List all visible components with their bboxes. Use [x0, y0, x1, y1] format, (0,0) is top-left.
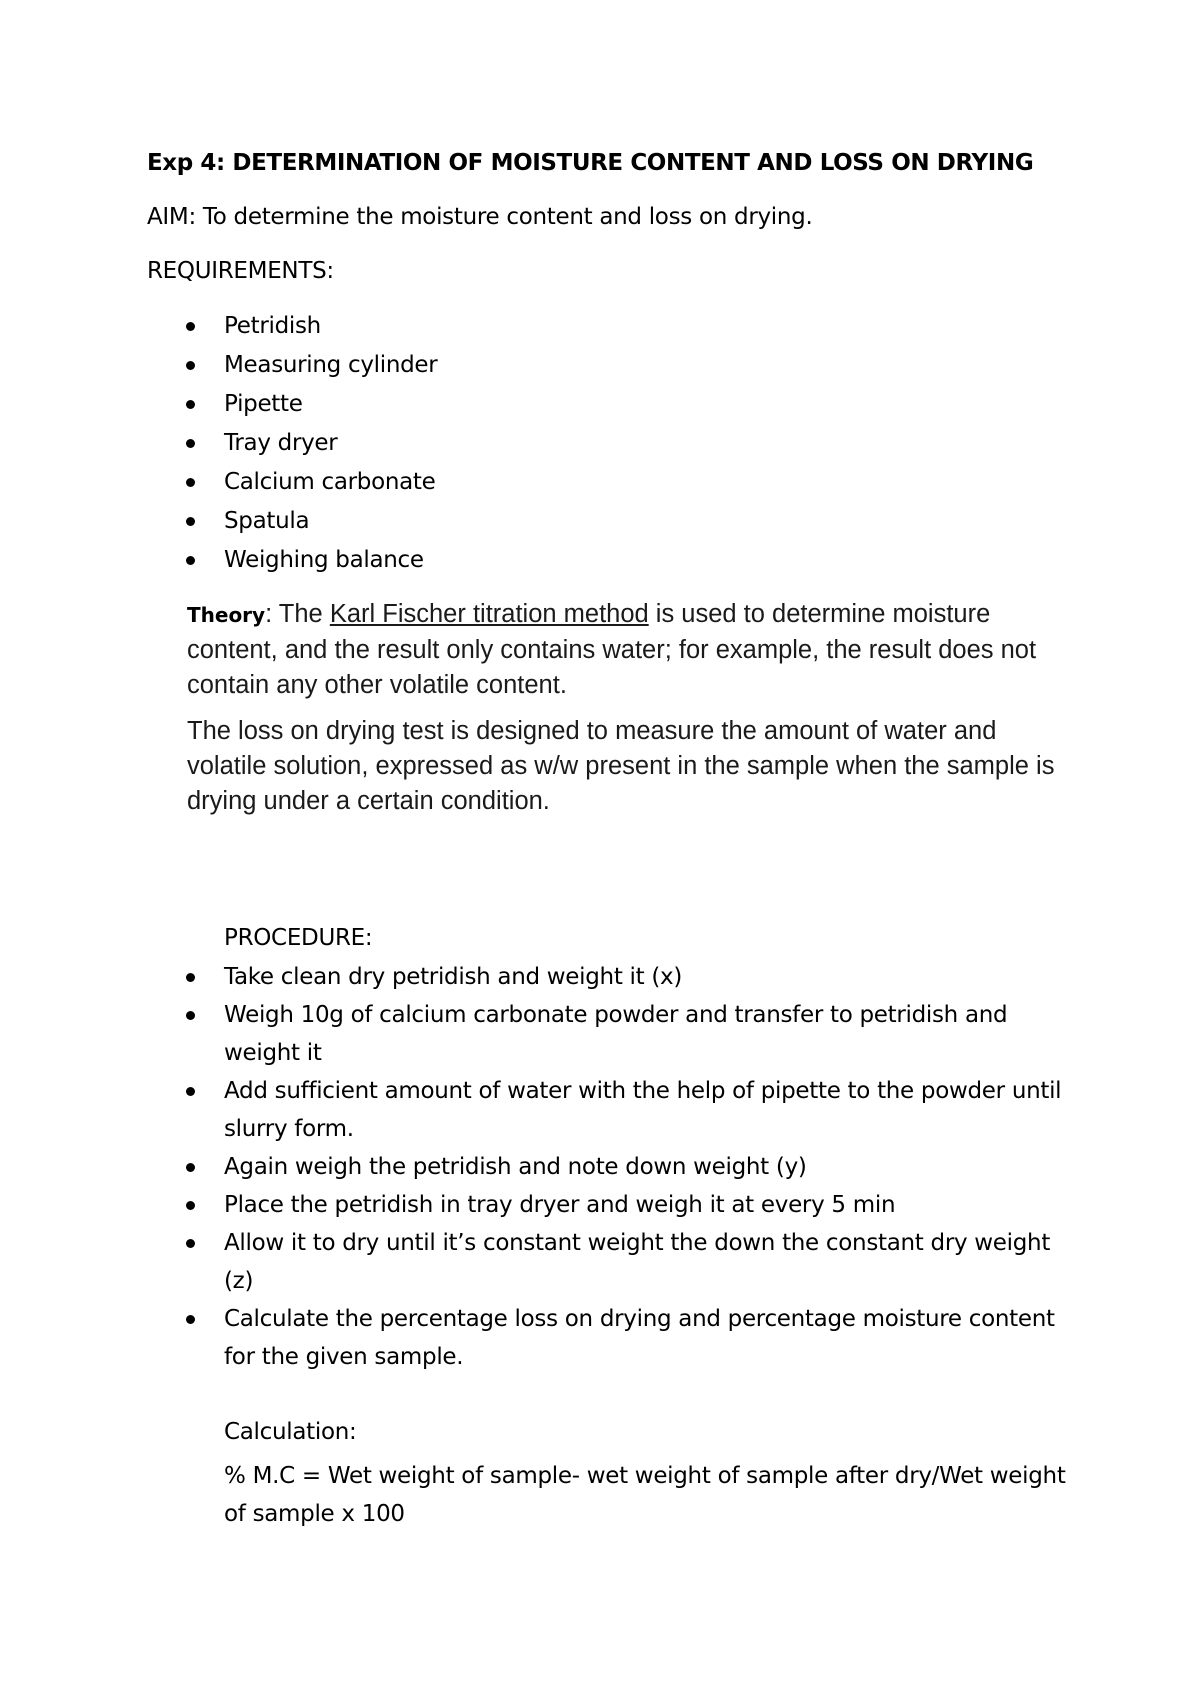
theory-lead: : The [265, 600, 330, 628]
calculation-formula: % M.C = Wet weight of sample- wet weight of sample after dry/Wet weight of sample x 100 [224, 1463, 1066, 1527]
list-item: Place the petridish in tray dryer and weigh it at every 5 min [186, 1186, 1086, 1224]
procedure-list [186, 958, 1086, 1376]
list-item: Add sufficient amount of water with the help of pipette to the powder until slurry form. [186, 1072, 1086, 1148]
list-item: Pipette [186, 385, 437, 424]
list-item: Allow it to dry until it’s constant weight the down the constant dry weight (z) [186, 1224, 1086, 1300]
list-item: Measuring cylinder [186, 346, 437, 385]
theory-paragraph [187, 597, 1067, 703]
list-item: Take clean dry petridish and weight it (x) [186, 958, 1086, 996]
list-item: Tray dryer [186, 424, 437, 463]
theory-rest: is used to determine moisture content, and the result only contains water; for example, the result does not contain any other volatile content. [187, 600, 1037, 699]
theory-label: Theory [187, 603, 266, 627]
list-item: Petridish [186, 307, 437, 346]
aim-text: AIM: To determine the moisture content and loss on drying. [147, 204, 813, 230]
theory-paragraph-2: The loss on drying test is designed to measure the amount of water and volatile solution, expressed as w/w present in the sample when the sample is drying under a certain condition. [187, 717, 1055, 815]
list-item: Calcium carbonate [186, 463, 437, 502]
list-item: Again weigh the petridish and note down weight (y) [186, 1148, 1086, 1186]
list-item: Calculate the percentage loss on drying and percentage moisture content for the given sample. [186, 1300, 1086, 1376]
calculation-heading: Calculation: [224, 1419, 357, 1445]
requirements-heading: REQUIREMENTS: [147, 258, 334, 284]
karl-fischer-link[interactable]: Karl Fischer titration method [329, 600, 649, 628]
list-item: Spatula [186, 502, 437, 541]
experiment-title: Exp 4: DETERMINATION OF MOISTURE CONTENT AND LOSS ON DRYING [147, 150, 1034, 176]
procedure-heading: PROCEDURE: [224, 925, 373, 951]
requirements-list [186, 307, 437, 580]
list-item: Weigh 10g of calcium carbonate powder and transfer to petridish and weight it [186, 996, 1086, 1072]
list-item: Weighing balance [186, 541, 437, 580]
